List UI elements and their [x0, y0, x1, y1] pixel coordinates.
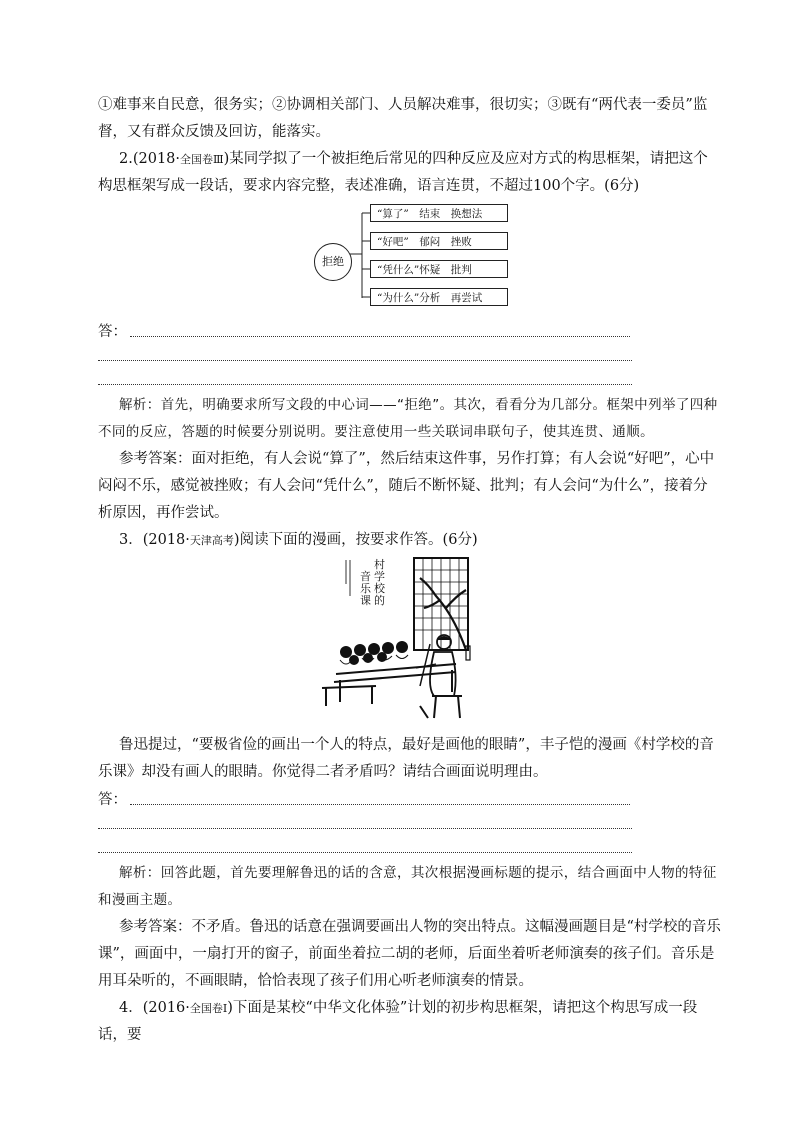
q1-answer-tail: ①难事来自民意，很务实；②协调相关部门、人员解决难事，很切实；③既有“两代表一委员”监督，又有群众反馈及回访，能落实。	[98, 97, 708, 140]
q3-source: 天津高考	[189, 534, 234, 547]
q4-stem	[98, 995, 722, 1049]
q3-answer-line-3[interactable]	[98, 838, 632, 853]
q2-text: )某同学拟了一个被拒绝后常见的四种反应及应对方式的构思框架，请把这个构思框架写成一段话，要求内容完整，表述准确，语言连贯，不超过100个字。(6分)	[98, 151, 708, 194]
q3-analysis: 解析：回答此题，首先要理解鲁迅的话的含意，其次根据漫画标题的提示，结合画面中人物的特征和漫画主题。	[98, 865, 717, 908]
q2-reference-answer: 参考答案：面对拒绝，有人会说“算了”，然后结束这件事，另作打算；有人会说“好吧”，心中闷闷不乐，感觉被挫败；有人会问“凭什么”，随后不断怀疑、批判；有人会问“为什么”，接着分析原因，再作尝试。	[98, 451, 715, 521]
svg-text:课: 课	[360, 594, 371, 607]
q3-prompt: 鲁迅提过，“要极省俭的画出一个人的特点，最好是画他的眼睛”，丰子恺的漫画《村学校的音乐课》却没有画人的眼睛。你觉得二者矛盾吗？请结合画面说明理由。	[98, 737, 714, 780]
svg-text:校: 校	[374, 582, 385, 595]
svg-text:学: 学	[374, 570, 385, 583]
q3-number: 3．(2018·	[119, 532, 190, 548]
q2-stem	[98, 146, 722, 200]
svg-text:乐: 乐	[360, 582, 371, 595]
q2-source: 全国卷Ⅲ	[180, 153, 224, 166]
q2-analysis: 解析：首先，明确要求所写文段的中心词——“拒绝”。其次，看看分为几部分。框架中列举了四种不同的反应，答题的时候要分别说明。要注意使用一些关联词串联句子，使其连贯、通顺。	[98, 397, 718, 440]
q2-answer-label: 答：	[98, 324, 127, 340]
q4-text: )下面是某校“中华文化体验”计划的初步构思框架，请把这个构思写成一段话，要	[98, 1000, 698, 1043]
q3-answer-line-2[interactable]	[98, 814, 632, 829]
q4-number: 4．(2016·	[119, 1000, 190, 1016]
mindmap-branch-3: “凭什么”怀疑 批判	[370, 260, 508, 278]
q3-text: )阅读下面的漫画，按要求作答。(6分)	[233, 532, 478, 548]
q2-answer-line-3[interactable]	[98, 370, 632, 385]
q3-reference-answer: 参考答案：不矛盾。鲁迅的话意在强调要画出人物的突出特点。这幅漫画题目是“村学校的音乐课”，画面中，一扇打开的窗子，前面坐着拉二胡的老师，后面坐着听老师演奏的孩子们。音乐是用耳朵听的，不画眼睛，恰恰表现了孩子们用心听老师演奏的情景。	[98, 919, 721, 989]
svg-text:音: 音	[360, 570, 371, 583]
q4-source: 全国卷Ⅰ	[189, 1002, 228, 1015]
q3-answer-label: 答：	[98, 792, 127, 808]
cartoon-drawing	[316, 556, 486, 724]
mindmap-branch-1: “算了” 结束 换想法	[370, 204, 508, 222]
q3-answer-line-1[interactable]	[130, 790, 630, 805]
cartoon-title-col-1: 村	[374, 558, 385, 571]
q2-answer-line-2[interactable]	[98, 346, 632, 361]
mindmap-branch-4: “为什么”分析 再尝试	[370, 288, 508, 306]
q2-mindmap	[310, 200, 510, 312]
q3-cartoon-image	[316, 556, 486, 724]
q3-stem	[98, 527, 722, 554]
mindmap-root: 拒绝	[314, 243, 352, 281]
mindmap-branch-2: “好吧” 郁闷 挫败	[370, 232, 508, 250]
q2-number: 2.(2018·	[119, 151, 181, 167]
q2-answer-line-1[interactable]	[130, 322, 630, 337]
svg-text:的: 的	[374, 594, 385, 607]
